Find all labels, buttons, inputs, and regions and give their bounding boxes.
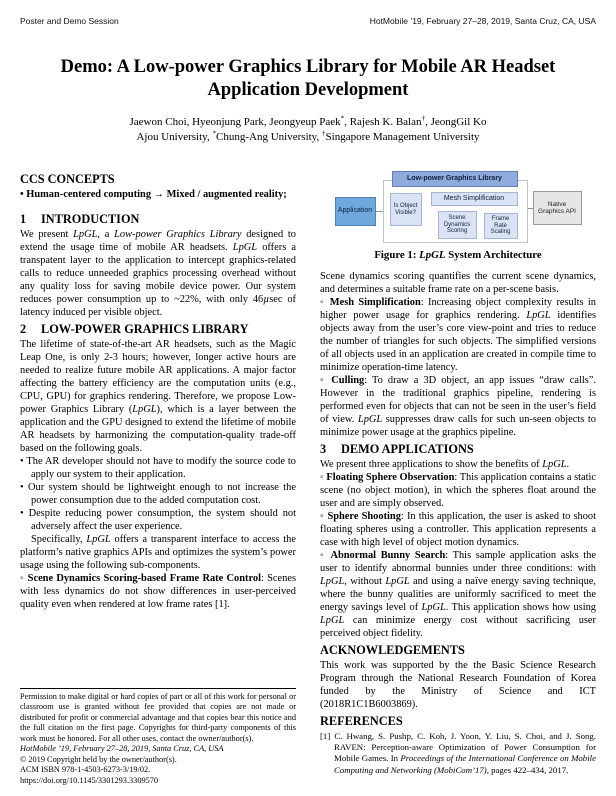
footnote-isbn: ACM ISBN 978-1-4503-6273-3/19/02. <box>20 765 151 774</box>
copyright-footnote <box>20 688 296 787</box>
abnormal-bunny-paragraph: ◦ Abnormal Bunny Search: This sample application asks the user to identify abnormal bunnies under three conditions: with LpGL, without LpGL and using a naïve energy saving technique, where the bunny qualities are uniformly sacrificed to meet the energy savings level of LpGL. This application shows how using LpGL can minimize energy cost without sacrificing user perceived object fidelity. <box>320 550 596 639</box>
frame-rate-scaling-box: Frame Rate Scaling <box>484 213 518 239</box>
section-number: 1 <box>20 212 27 226</box>
goal-bullet-2: • Our system should be lightweight enough to not increase the power consumption due to the added computation cost. <box>20 482 296 506</box>
scene-dynamics-scoring-box: Scene Dynamics Scoring <box>438 211 477 239</box>
references-heading: REFERENCES <box>320 714 403 728</box>
mesh-simplification-paragraph: ◦ Mesh Simplification: Increasing object complexity results in higher power usage for graphics rendering. LpGL identifies objects away from the user’s core view-point and tries to reduce the number of triangles for such objects. The simplified versions of all objects used in an application are created in compile time to minimize operation-time latency. <box>320 297 596 373</box>
acknowledgements-heading: ACKNOWLEDGEMENTS <box>320 643 465 657</box>
lpgl-section-heading <box>20 322 296 337</box>
paper-title-line2: Application Development <box>207 80 409 100</box>
floating-sphere-paragraph: ◦ Floating Sphere Observation: This application contains a static scene (no object motion), in which the spheres float around the user and are simply observed. <box>320 472 596 509</box>
application-box: Application <box>335 197 376 226</box>
figure-1 <box>320 171 596 261</box>
scene-dynamics-paragraph: Scene dynamics scoring quantifies the current scene dynamics, and determines a suitable frame rate on a per-scene basis. <box>320 271 596 295</box>
author-list: Jaewon Choi, Hyeonjung Park, Jeongyeup Paek*, Rajesh K. Balan†, JeongGil Ko <box>129 114 487 128</box>
section-number: 2 <box>20 322 27 336</box>
footnote-copyright: © 2019 Copyright held by the owner/author(s). <box>20 754 177 764</box>
section-title: DEMO APPLICATIONS <box>341 442 474 456</box>
native-graphics-api-box: Native Graphics API <box>533 191 582 225</box>
figure-caption: Figure 1: LpGL System Architecture <box>374 249 542 261</box>
introduction-heading <box>20 212 296 227</box>
sphere-shooting-paragraph: ◦ Sphere Shooting: In this application, the user is asked to shoot floating spheres using a controller. This application represents a case with high level of object motion dynamics. <box>320 511 596 548</box>
affiliation-list: Ajou University, *Chung-Ang University, †Singapore Management University <box>136 129 480 143</box>
left-column <box>20 169 296 786</box>
is-object-visible-box: Is Object Visible? <box>390 193 422 226</box>
running-head-venue: HotMobile ’19, February 27–28, 2019, Santa Cruz, CA, USA <box>369 16 596 26</box>
connector-line <box>376 211 383 212</box>
library-title-bar: Low-power Graphics Library <box>392 171 518 187</box>
ccs-concepts-heading: CCS CONCEPTS <box>20 172 115 186</box>
section-title: INTRODUCTION <box>41 212 140 226</box>
subcomponents-paragraph: Specifically, LpGL offers a transparent interface to access the platform’s native graphics APIs and optimizes the system’s power usage using the following sub-components. <box>20 534 296 571</box>
goal-bullet-1: • The AR developer should not have to modify the source code to apply our system to their application. <box>20 456 296 480</box>
reference-item-1: [1] C. Hwang, S. Pushp, C. Koh, J. Yoon, Y. Liu, S. Choi, and J. Song. RAVEN: Perception-aware Optimization of Power Consumption for Mobile Games. In Proceedings of the International Conference on Mobile Computing and Networking (MobiCom’17), pages 422–434, 2017. <box>320 731 596 775</box>
goal-bullet-3: • Despite reducing power consumption, the system should not adversely affect the user experience. <box>20 508 296 532</box>
mesh-simplification-box: Mesh Simplification <box>431 192 518 206</box>
section-title: LOW-POWER GRAPHICS LIBRARY <box>41 322 249 336</box>
paper-title <box>20 56 596 102</box>
culling-paragraph: ◦ Culling: To draw a 3D object, an app issues “draw calls”. However in the traditional graphics pipeline, rendering is performed even for objects that can not be seen in the user’s field of view. LpGL suppresses draw calls for such un-seen objects to minimize power usage at the graphics pipeline. <box>320 375 596 438</box>
running-head-session: Poster and Demo Session <box>20 16 119 26</box>
permission-statement: Permission to make digital or hard copies of part or all of this work for personal or classroom use is granted without fee provided that copies are not made or distributed for profit or commercial advantage and that copies bear this notice and the full citation on the first page. Copyrights for third-party components of this work must be honored. For all other uses, contact the owner/author(s). <box>20 691 296 743</box>
architecture-diagram <box>335 171 582 242</box>
demo-applications-heading <box>320 442 596 457</box>
frame-rate-control-paragraph: ◦ Scene Dynamics Scoring-based Frame Rate Control: Scenes with less dynamics do not show differences in user-perceived quality even when rendered at low frame rates [1]. <box>20 573 296 610</box>
ccs-concepts-body: • Human-centered computing → Mixed / augmented reality; <box>20 189 287 200</box>
two-column-body <box>20 169 596 786</box>
section-number: 3 <box>320 442 327 456</box>
paper-title-line1: Demo: A Low-power Graphics Library for Mobile AR Headset <box>60 57 556 77</box>
demo-intro-paragraph: We present three applications to show the benefits of LpGL. <box>320 459 570 470</box>
doi-link[interactable]: https://doi.org/10.1145/3301293.3309570 <box>20 775 159 785</box>
lpgl-section-paragraph: The lifetime of state-of-the-art AR headsets, such as the Magic Leap One, is only 2-3 hours; however, longer active hours are needed to realize future mobile AR applications. A major factor affecting the battery efficiency are the computation units (e.g., CPU, GPU) for graphics rendering. Therefore, we propose Low-power Graphics Library (LpGL), which is a layer between the application and the GPU designed to extend the lifetime of mobile AR headsets by harmonizing the computation-quality trade-off based on the following goals. <box>20 339 296 454</box>
footnote-venue: HotMobile ’19, February 27–28, 2019, Santa Cruz, CA, USA <box>20 744 224 753</box>
right-column <box>320 169 596 786</box>
introduction-paragraph: We present LpGL, a Low-power Graphics Library designed to extend the usage time of mobile AR headsets. LpGL offers a transpatent layer to the application to intercept graphics-related calls to reduce unneeded graphics processing overhead without any quality loss for saving mobile device power. Our system reduces power consumption up to ~22%, with only 46µsec of latency induced per visible object. <box>20 229 297 318</box>
acknowledgements-paragraph: This work was supported by the the Basic Science Research Program through the National Research Foundation of Korea funded by the Ministry of Science and ICT (2018R1C1B6003869). <box>320 660 596 710</box>
running-head <box>20 16 596 26</box>
